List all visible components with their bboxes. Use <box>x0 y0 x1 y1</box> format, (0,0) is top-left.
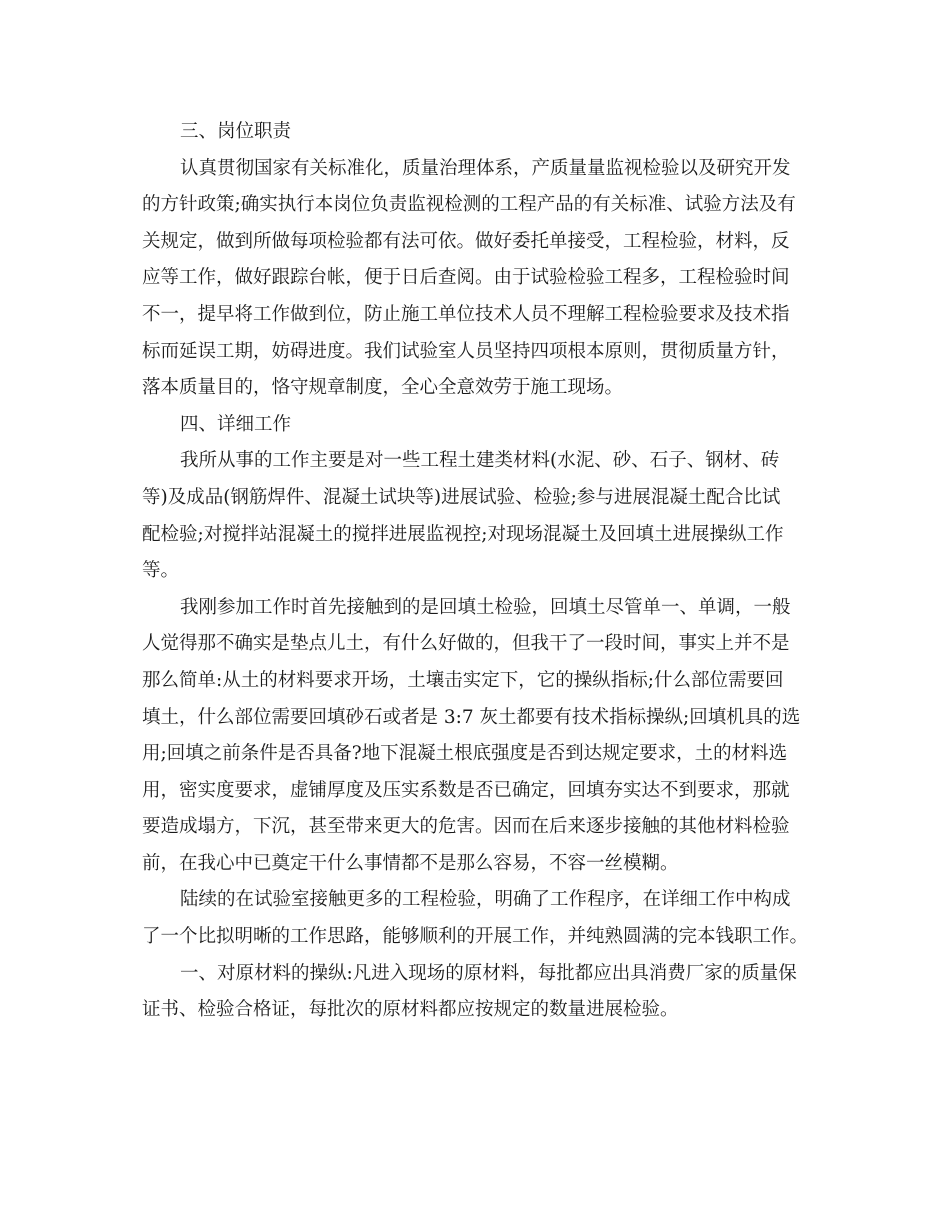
paragraph-line: 一、对原材料的操纵:凡进入现场的原材料，每批都应出具消费厂家的质量保 <box>180 962 797 984</box>
document-body <box>142 114 812 1029</box>
paragraph-line: 应等工作，做好跟踪台帐，便于日后查阅。由于试验检验工程多，工程检验时间 <box>142 267 790 289</box>
paragraph-line: 等)及成品(钢筋焊件、混凝土试块等)进展试验、检验;参与进展混凝土配合比试 <box>142 486 781 508</box>
paragraph-line: 要造成塌方，下沉，甚至带来更大的危害。因而在后来逐步接触的其他材料检验 <box>142 816 790 838</box>
section-heading: 三、岗位职责 <box>180 121 292 142</box>
paragraph-line: 我刚参加工作时首先接触到的是回填土检验，回填土尽管单一、单调，一般 <box>180 596 791 618</box>
paragraph-line: 那么简单:从土的材料要求开场，土壤击实定下，它的操纵指标;什么部位需要回 <box>142 669 784 691</box>
paragraph-line: 等。 <box>142 560 180 582</box>
paragraph-line: 关规定，做到所做每项检验都有法可依。做好委托单接受，工程检验，材料，反 <box>142 230 790 252</box>
paragraph-line: 陆续的在试验室接触更多的工程检验，明确了工作程序，在详细工作中构成 <box>180 889 791 911</box>
paragraph-line: 的方针政策;确实执行本岗位负责监视检测的工程产品的有关标准、试验方法及有 <box>142 194 796 216</box>
paragraph-line: 落本质量目的，恪守规章制度，全心全意效劳于施工现场。 <box>142 377 624 399</box>
paragraph-line: 认真贯彻国家有关标准化，质量治理体系，产质量量监视检验以及研究开发 <box>180 157 791 179</box>
paragraph-line: 用，密实度要求，虚铺厚度及压实系数是否已确定，回填夯实达不到要求，那就 <box>142 779 790 801</box>
paragraph-line: 用;回填之前条件是否具备?地下混凝土根底强度是否到达规定要求，土的材料选 <box>142 743 788 765</box>
paragraph-line: 前，在我心中已奠定干什么事情都不是那么容易，不容一丝模糊。 <box>142 852 679 874</box>
section-heading: 四、详细工作 <box>180 413 292 435</box>
paragraph-line: 配检验;对搅拌站混凝土的搅拌进展监视控;对现场混凝土及回填土进展操纵工作 <box>142 523 784 545</box>
paragraph-line: 不一，提早将工作做到位，防止施工单位技术人员不理解工程检验要求及技术指 <box>142 303 790 325</box>
paragraph-line: 人觉得那不确实是垫点儿土，有什么好做的，但我干了一段时间，事实上并不是 <box>142 633 790 655</box>
paragraph-line: 填土，什么部位需要回填砂石或者是 3:7 灰土都要有技术指标操纵;回填机具的选 <box>142 706 801 728</box>
paragraph-line: 标而延误工期，妨碍进度。我们试验室人员坚持四项根本原则，贯彻质量方针， <box>142 340 790 362</box>
paragraph-line: 了一个比拟明晰的工作思路，能够顺利的开展工作，并纯熟圆满的完本钱职工作。 <box>142 926 809 948</box>
paragraph-line: 我所从事的工作主要是对一些工程土建类材料(水泥、砂、石子、钢材、砖 <box>180 450 780 472</box>
paragraph-line: 证书、检验合格证，每批次的原材料都应按规定的数量进展检验。 <box>142 999 679 1021</box>
